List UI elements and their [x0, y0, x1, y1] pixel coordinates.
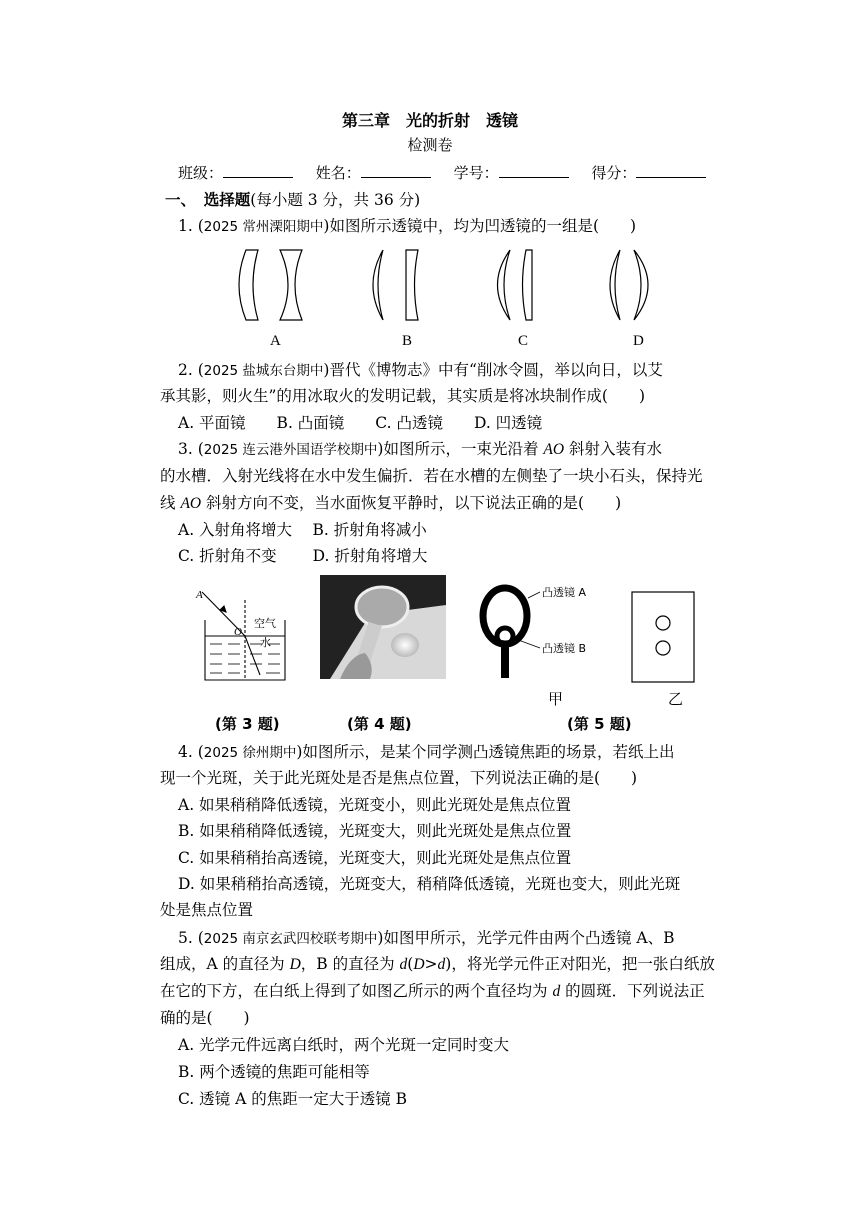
q5-gt: >	[424, 955, 438, 973]
class-label: 班级：	[178, 164, 224, 182]
q1-num: 1. (	[178, 217, 204, 235]
q4-source: 2025 徐州期中	[203, 745, 297, 761]
question-2	[178, 360, 663, 381]
q2-num: 2. (	[178, 361, 204, 379]
q3-text-line2: 的水槽．入射光线将在水中发生偏折．若在水槽的左侧垫了一块小石头，保持光	[160, 467, 703, 485]
q5-source: 2025 南京玄武四校联考期中	[203, 931, 378, 947]
q3-num: 3. (	[178, 440, 204, 458]
fig5-label-lens-b: 凸透镜 B	[542, 642, 587, 655]
q5-num: 5. (	[178, 929, 204, 947]
name-label: 姓名：	[315, 164, 361, 182]
q3-text-a: )如图所示，一束光沿着	[377, 440, 544, 458]
q1-option-c[interactable]: C	[518, 333, 529, 349]
section-note: (每小题 3 分，共 36 分)	[250, 191, 421, 209]
fig5-label-jia: 甲	[548, 690, 564, 708]
q4-option-a[interactable]: A. 如果稍稍降低透镜，光斑变小，则此光斑处是焦点位置	[178, 796, 572, 814]
q1-option-a[interactable]: A	[270, 333, 281, 349]
lens-b2-icon	[406, 250, 418, 320]
q4-option-d[interactable]: D. 如果稍稍抬高透镜，光斑变大，稍稍降低透镜，光斑也变大，则此光斑	[178, 875, 681, 893]
id-blank[interactable]	[499, 163, 569, 178]
q5-var-d: d	[399, 956, 408, 973]
lens-a1-icon	[239, 250, 258, 320]
q3-text-c: 线	[160, 494, 181, 512]
q1-option-d[interactable]: D	[633, 333, 644, 349]
fig3-label-o: O	[234, 626, 242, 638]
q5-t2c: (	[407, 955, 414, 973]
q5-option-c[interactable]: C. 透镜 A 的焦距一定大于透镜 B	[178, 1090, 408, 1108]
q3-var-ao2: AO	[180, 495, 202, 512]
q3-options-row1[interactable]: A. 入射角将增大 B. 折射角将减小	[178, 521, 427, 539]
student-info-row	[178, 163, 724, 183]
q2-source: 2025 盐城东台期中	[203, 363, 324, 379]
lens-d2-icon	[634, 250, 648, 320]
fig4-magnifier-photo	[320, 575, 446, 679]
q5-text-line1: )如图甲所示，光学元件由两个凸透镜 A、B	[377, 929, 675, 947]
caption-fig4: (第 4 题)	[347, 715, 412, 733]
lens-c1-icon	[498, 250, 511, 320]
q5-var-d2: d	[437, 956, 446, 973]
page-subtitle: 检测卷	[407, 136, 453, 154]
q5-option-a[interactable]: A. 光学元件远离白纸时，两个光斑一定同时变大	[178, 1036, 510, 1054]
q3-text-b: 斜射入装有水	[564, 440, 663, 458]
q5-option-b[interactable]: B. 两个透镜的焦距可能相等	[178, 1063, 370, 1081]
q5-text-line4: 确的是( )	[160, 1009, 250, 1027]
lens-a2-icon	[280, 250, 302, 320]
page-title: 第三章 光的折射 透镜	[341, 111, 518, 130]
lens-b1-icon	[373, 250, 383, 320]
question-1	[178, 216, 636, 237]
lens-d1-icon	[610, 250, 620, 320]
section-heading	[165, 190, 420, 210]
q1-text: )如图所示透镜中，均为凹透镜的一组是( )	[323, 217, 637, 235]
q5-text-line2	[160, 954, 715, 975]
q1-option-b[interactable]: B	[402, 333, 413, 349]
fig3-label-water: 水	[260, 636, 271, 649]
q2-options[interactable]: A. 平面镜 B. 凸面镜 C. 凸透镜 D. 凹透镜	[178, 414, 543, 432]
q1-lens-figure	[230, 245, 730, 325]
name-blank[interactable]	[361, 163, 431, 178]
score-label: 得分：	[591, 164, 637, 182]
question-4	[178, 742, 674, 763]
q3-var-ao: AO	[543, 441, 565, 458]
q4-text-line1: )如图所示，是某个同学测凸透镜焦距的场景，若纸上出	[296, 743, 675, 761]
q5-var-D: D	[289, 956, 301, 973]
q2-text-line2: 承其影，则火生”的用冰取火的发明记载，其实质是将冰块制作成( )	[160, 387, 646, 405]
fig3-label-a: A	[196, 589, 203, 601]
fig3-label-air: 空气	[254, 617, 276, 630]
section-label: 一、 选择题	[165, 191, 251, 209]
q5-var-D2: D	[413, 956, 425, 973]
score-blank[interactable]	[636, 163, 706, 178]
question-3	[178, 439, 662, 460]
q5-text-line3	[160, 981, 705, 1002]
q4-text-line2: 现一个光斑，关于此光斑处是否是焦点位置，下列说法正确的是( )	[160, 769, 638, 787]
fig5-label-yi: 乙	[668, 690, 684, 708]
q4-num: 4. (	[178, 743, 204, 761]
q5-var-d3: d	[552, 983, 561, 1000]
q4-option-b[interactable]: B. 如果稍稍降低透镜，光斑变大，则此光斑处是焦点位置	[178, 822, 572, 840]
class-blank[interactable]	[223, 163, 293, 178]
q5-t2e: )，将光学元件正对阳光，把一张白纸放	[445, 955, 715, 973]
fig5-yi-paper-spots	[630, 590, 700, 690]
q5-t2b: ，B 的直径为	[300, 955, 400, 973]
q3-text-d: 斜射方向不变，当水面恢复平静时，以下说法正确的是( )	[201, 494, 622, 512]
q1-source: 2025 常州溧阳期中	[203, 219, 324, 235]
caption-fig5: (第 5 题)	[567, 715, 632, 733]
fig5-jia-optical-element	[478, 578, 608, 688]
q4-option-d-cont: 处是焦点位置	[160, 901, 254, 919]
q5-t3b: 的圆斑．下列说法正	[560, 982, 705, 1000]
q5-t3a: 在它的下方，在白纸上得到了如图乙所示的两个直径均为	[160, 982, 553, 1000]
caption-fig3: (第 3 题)	[215, 715, 280, 733]
id-label: 学号：	[453, 164, 499, 182]
q3-text-line3	[160, 493, 621, 514]
q5-t2a: 组成，A 的直径为	[160, 955, 290, 973]
q4-option-c[interactable]: C. 如果稍稍抬高透镜，光斑变大，则此光斑处是焦点位置	[178, 849, 572, 867]
q3-source: 2025 连云港外国语学校期中	[203, 442, 378, 458]
q2-text-line1: )晋代《博物志》中有“削冰令圆，举以向日，以艾	[323, 361, 663, 379]
fig3-water-tank	[190, 580, 300, 690]
fig5-label-lens-a: 凸透镜 A	[542, 586, 587, 599]
q3-options-row2[interactable]: C. 折射角不变 D. 折射角将增大	[178, 547, 428, 565]
lens-c2-icon	[523, 250, 533, 320]
question-5	[178, 928, 674, 949]
